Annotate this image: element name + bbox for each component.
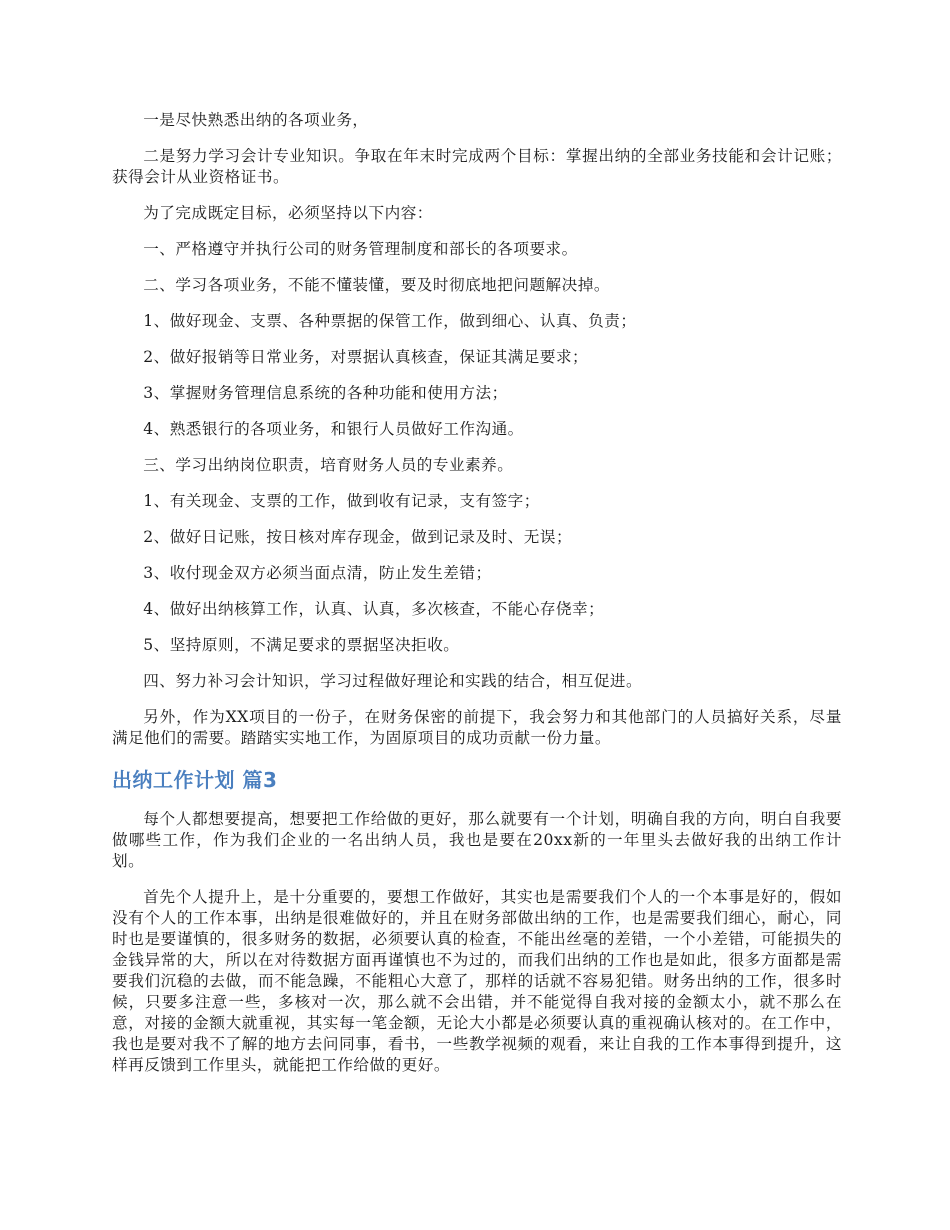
paragraph: 为了完成既定目标，必须坚持以下内容： — [143, 204, 433, 222]
list-item: 2、做好日记账，按日核对库存现金，做到记录及时、无误； — [143, 528, 573, 546]
list-item: 4、熟悉银行的各项业务，和银行人员做好工作沟通。 — [143, 420, 524, 438]
paragraph: 四、努力补习会计知识，学习过程做好理论和实践的结合，相互促进。 — [143, 672, 643, 690]
list-item: 1、做好现金、支票、各种票据的保管工作，做到细心、认真、负责； — [143, 312, 637, 330]
section-1 — [112, 110, 842, 749]
paragraph: 三、学习出纳岗位职责，培育财务人员的专业素养。 — [143, 456, 514, 474]
paragraph: 二、学习各项业务，不能不懂装懂，要及时彻底地把问题解决掉。 — [143, 276, 610, 294]
list-item: 3、掌握财务管理信息系统的各种功能和使用方法； — [143, 384, 508, 402]
paragraph: 二是努力学习会计专业知识。争取在年末时完成两个目标：掌握出纳的全部业务技能和会计记账；获得会计从业资格证书。 — [112, 147, 842, 186]
paragraph: 一是尽快熟悉出纳的各项业务， — [143, 111, 369, 129]
paragraph: 一、严格遵守并执行公司的财务管理制度和部长的各项要求。 — [143, 240, 578, 258]
section-2 — [112, 809, 842, 1076]
list-item: 3、收付现金双方必须当面点清，防止发生差错； — [143, 564, 492, 582]
list-item: 1、有关现金、支票的工作，做到收有记录，支有签字； — [143, 492, 540, 510]
paragraph: 每个人都想要提高，想要把工作给做的更好，那么就要有一个计划，明确自我的方向，明白自我要做哪些工作，作为我们企业的一名出纳人员，我也是要在20xx新的一年里头去做好我的出纳工作计划。 — [112, 810, 842, 870]
list-item: 4、做好出纳核算工作，认真、认真，多次核查，不能心存侥幸； — [143, 600, 605, 618]
list-item: 5、坚持原则，不满足要求的票据坚决拒收。 — [143, 636, 460, 654]
paragraph: 另外，作为XX项目的一份子，在财务保密的前提下，我会努力和其他部门的人员搞好关系，尽量满足他们的需要。踏踏实实地工作，为固原项目的成功贡献一份力量。 — [112, 708, 842, 747]
paragraph: 首先个人提升上，是十分重要的，要想工作做好，其实也是需要我们个人的一个本事是好的，假如没有个人的工作本事，出纳是很难做好的，并且在财务部做出纳的工作，也是需要我们细心，耐心，同时也是要谨慎的，很多财务的数据，必须要认真的检查，不能出丝毫的差错，一个小差错，可能损失的金钱异常的大，所以在对待数据方面再谨慎也不为过的，而我们出纳的工作也是如此，很多方面都是需要我们沉稳的去做，而不能急躁，不能粗心大意了，那样的话就不容易犯错。财务出纳的工作，很多时候，只要多注意一些，多核对一次，那么就不会出错，并不能觉得自我对接的金额太小，就不那么在意，对接的金额大就重视，其实每一笔金额，无论大小都是必须要认真的重视确认核对的。在工作中，我也是要对我不了解的地方去问同事，看书，一些教学视频的观看，来让自我的工作本事得到提升，这样再反馈到工作里头，就能把工作给做的更好。 — [112, 888, 842, 1074]
list-item: 2、做好报销等日常业务，对票据认真核查，保证其满足要求； — [143, 348, 589, 366]
section-heading: 出纳工作计划 篇3 — [112, 768, 278, 792]
